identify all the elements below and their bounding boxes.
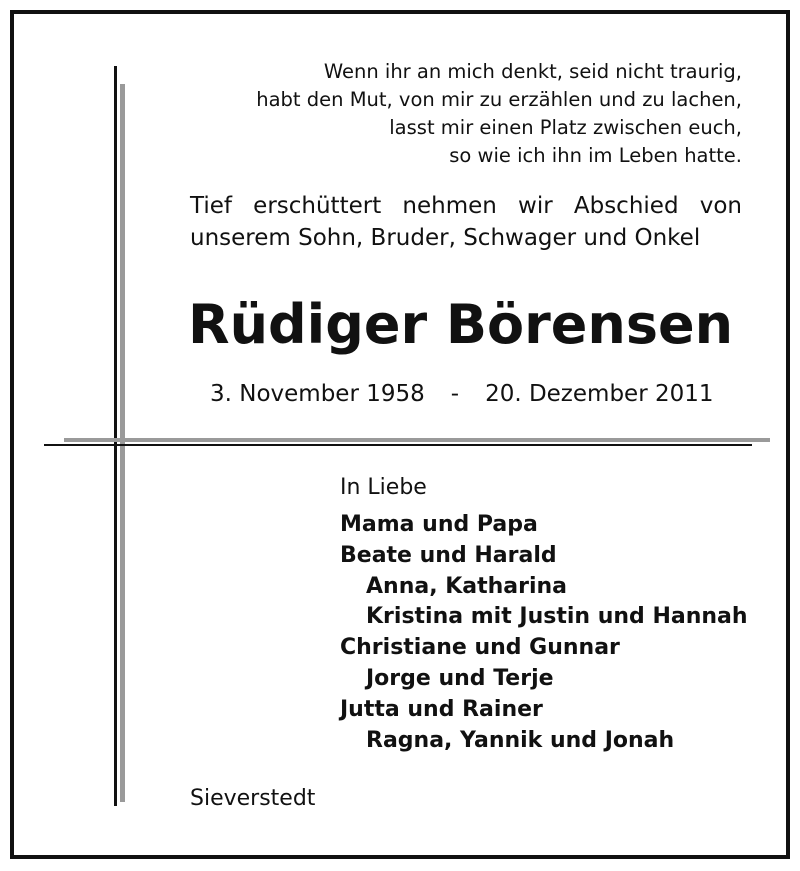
birth-date: 3. November 1958 [210,381,425,407]
mourner-entry: Jutta und Rainer [340,696,543,722]
poem-line: so wie ich ihn im Leben hatte. [449,144,742,167]
poem-line: lasst mir einen Platz zwischen euch, [389,116,742,139]
mourner-entry: Christiane und Gunnar [340,635,620,661]
place-name: Sieverstedt [190,786,316,811]
cross-horizontal-shadow [64,438,770,442]
cross-vertical-shadow [120,84,125,802]
death-date: 20. Dezember 2011 [485,381,714,407]
poem [256,58,742,170]
mourners-list [340,510,748,756]
mourner-entry: Mama und Papa [340,512,538,537]
deceased-name: Rüdiger Börensen [188,293,734,356]
cross-vertical-line [114,66,117,806]
date-separator: - [450,381,460,407]
mourner-entry: Beate und Harald [340,542,557,568]
mourners-heading: In Liebe [340,475,427,500]
poem-line: Wenn ihr an mich denkt, seid nicht traurig, [323,60,742,83]
obituary-border [10,10,790,859]
intro-line: unserem Sohn, Bruder, Schwager und Onkel [190,225,701,251]
mourner-entry: Jorge und Terje [366,665,554,691]
obituary-content [14,14,786,855]
poem-line: habt den Mut, von mir zu erzählen und zu lachen, [256,88,742,111]
mourner-entry: Kristina mit Justin und Hannah [366,604,748,630]
mourner-entry: Anna, Katharina [366,573,568,599]
farewell-intro [190,190,742,254]
cross-horizontal-line [44,444,752,446]
mourner-entry: Ragna, Yannik und Jonah [366,727,675,753]
life-dates [210,378,714,410]
intro-line: Tief erschüttert nehmen wir Abschied von [190,193,742,219]
